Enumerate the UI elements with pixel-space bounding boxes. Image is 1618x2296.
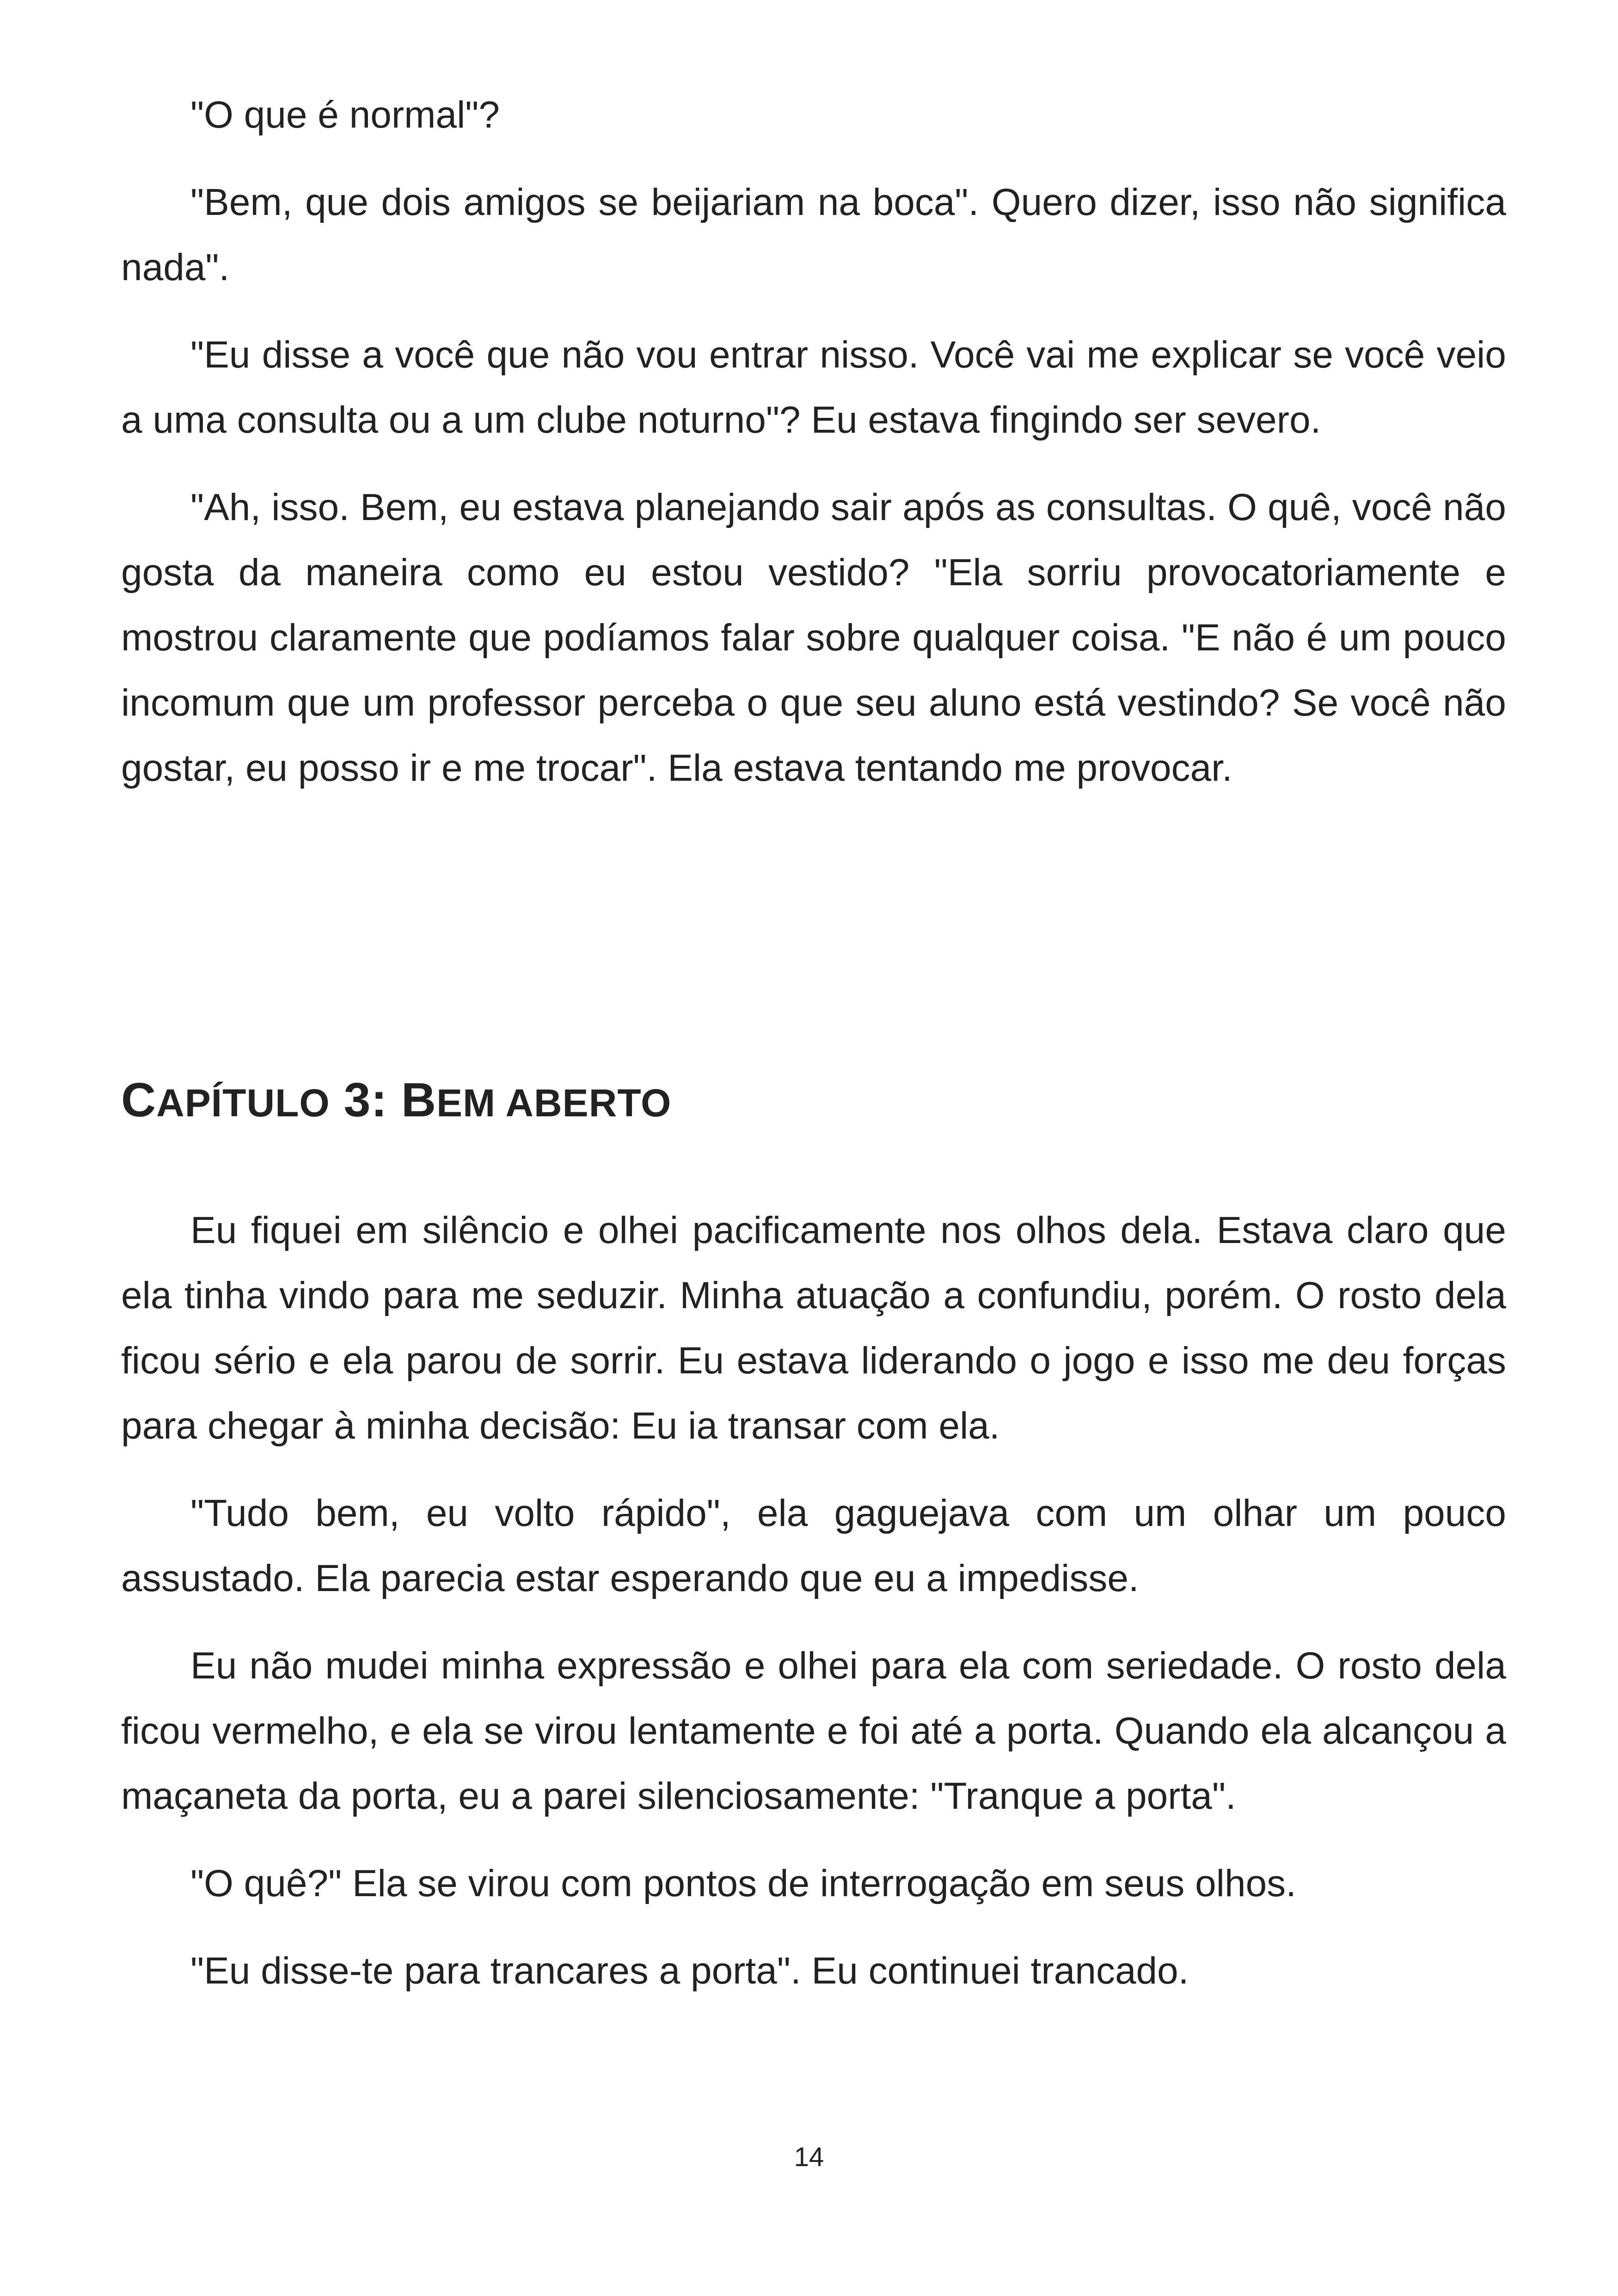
paragraph: "Bem, que dois amigos se beijariam na boca". Quero dizer, isso não significa nada".	[121, 181, 1506, 288]
paragraph: "O quê?" Ela se virou com pontos de interrogação em seus olhos.	[190, 1862, 1296, 1904]
paragraph: Eu não mudei minha expressão e olhei para ela com seriedade. O rosto dela ficou vermelho, e ela se virou lentamente e foi até a porta. Quando ela alcançou a maçaneta da porta, eu a parei silenciosamente: "Tranque a porta".	[121, 1645, 1506, 1817]
paragraph: "Eu disse a você que não vou entrar nisso. Você vai me explicar se você veio a uma consulta ou a um clube noturno"? Eu estava fingindo ser severo.	[121, 334, 1506, 441]
heading-smallcaps: APÍTULO	[156, 1081, 330, 1125]
chapter-heading	[121, 1070, 672, 1133]
page-number: 14	[794, 2142, 824, 2172]
paragraph: "Tudo bem, eu volto rápido", ela gaguejava com um olhar um pouco assustado. Ela parecia estar esperando que eu a impedisse.	[121, 1492, 1506, 1599]
paragraph: "Ah, isso. Bem, eu estava planejando sair após as consultas. O quê, você não gosta da maneira como eu estou vestido? "Ela sorriu provocatoriamente e mostrou claramente que podíamos falar sobre qualquer coisa. "E não é um pouco incomum que um professor perceba o que seu aluno está vestindo? Se você não gostar, eu posso ir e me trocar". Ela estava tentando me provocar.	[121, 486, 1506, 789]
heading-initial: C	[121, 1073, 157, 1127]
paragraph: "Eu disse-te para trancares a porta". Eu continuei trancado.	[190, 1950, 1189, 1992]
text-after-chapter	[121, 1198, 1506, 2003]
heading-number: 3: B	[330, 1073, 437, 1127]
paragraph: Eu fiquei em silêncio e olhei pacificamente nos olhos dela. Estava claro que ela tinha vindo para me seduzir. Minha atuação a confundiu, porém. O rosto dela ficou sério e ela parou de sorrir. Eu estava liderando o jogo e isso me deu forças para chegar à minha decisão: Eu ia transar com ela.	[121, 1209, 1506, 1447]
heading-smallcaps: EM ABERTO	[436, 1081, 672, 1125]
text-before-chapter	[121, 82, 1506, 801]
paragraph: "O que é normal"?	[190, 94, 500, 136]
